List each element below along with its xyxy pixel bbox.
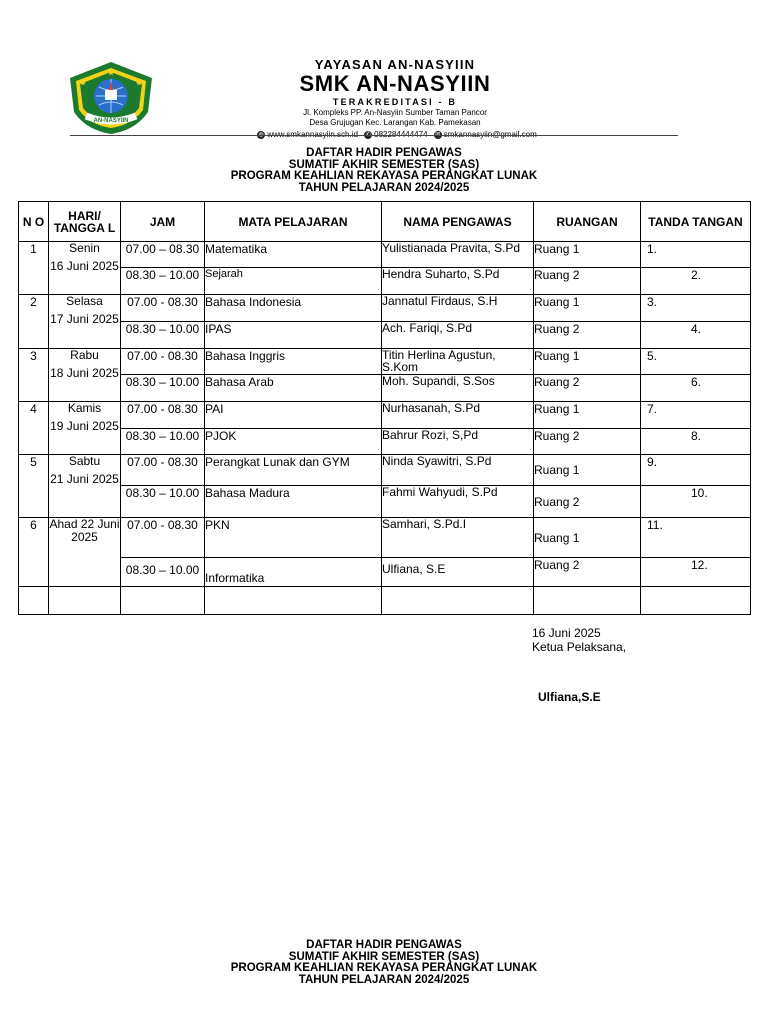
jam-cell: 07.00 - 08.30 xyxy=(121,518,205,558)
empty-cell xyxy=(19,587,49,615)
title-line-2: SUMATIF AKHIR SEMESTER (SAS) xyxy=(288,158,480,171)
table-row xyxy=(19,349,751,375)
day-cell xyxy=(49,402,121,455)
header-pengawas: NAMA PENGAWAS xyxy=(382,202,534,242)
logo-text: AN-NASYIIN xyxy=(93,118,129,124)
ruangan-cell: Ruang 2 xyxy=(534,486,641,518)
ruangan-cell: Ruang 1 xyxy=(534,295,641,322)
mapel-cell: Matematika xyxy=(205,242,382,268)
mapel-cell: PJOK xyxy=(205,429,382,455)
jam-cell: 08.30 – 10.00 xyxy=(121,375,205,402)
signature-cell[interactable]: 12. xyxy=(641,558,751,587)
header-mapel: MATA PELAJARAN xyxy=(205,202,382,242)
signature-cell[interactable]: 11. xyxy=(641,518,751,558)
day-cell: Ahad 22 Juni 2025 xyxy=(49,518,121,587)
table-row xyxy=(19,558,751,587)
row-number: 2 xyxy=(19,295,49,349)
signature-block xyxy=(532,626,626,654)
foundation-name: YAYASAN AN-NASYIIN xyxy=(314,57,476,72)
day-name: Kamis xyxy=(67,401,102,415)
empty-row xyxy=(19,587,751,615)
header-jam: JAM xyxy=(121,202,205,242)
jam-cell: 08.30 – 10.00 xyxy=(121,486,205,518)
address-line-1: Jl. Kompleks PP. An-Nasyiin Sumber Taman Pancor xyxy=(303,108,487,117)
attendance-table xyxy=(18,201,751,615)
signature-cell[interactable]: 5. xyxy=(641,349,751,375)
table-row xyxy=(19,322,751,349)
ruangan-cell: Ruang 2 xyxy=(534,375,641,402)
jam-cell: 08.30 – 10.00 xyxy=(121,558,205,587)
table-row xyxy=(19,486,751,518)
document-title-repeat xyxy=(0,940,768,986)
jam-cell: 08.30 – 10.00 xyxy=(121,268,205,295)
ruangan-cell: Ruang 2 xyxy=(534,322,641,349)
ruangan-cell: Ruang 1 xyxy=(534,402,641,429)
table-row xyxy=(19,455,751,486)
ruangan-cell: Ruang 2 xyxy=(534,558,641,587)
signature-cell[interactable]: 6. xyxy=(641,375,751,402)
title-line-3: PROGRAM KEAHLIAN REKAYASA PERANGKAT LUNAK xyxy=(230,170,538,182)
jam-cell: 07.00 – 08.30 xyxy=(121,242,205,268)
empty-cell xyxy=(534,587,641,615)
row-number: 5 xyxy=(19,455,49,518)
signature-cell[interactable]: 8. xyxy=(641,429,751,455)
signature-cell[interactable]: 1. xyxy=(641,242,751,268)
empty-cell xyxy=(382,587,534,615)
mapel-cell: IPAS xyxy=(205,322,382,349)
header-ruangan: RUANGAN xyxy=(534,202,641,242)
accreditation: TERAKREDITASI - B xyxy=(332,97,458,107)
pengawas-cell: Hendra Suharto, S.Pd xyxy=(382,268,534,295)
signature-cell[interactable]: 2. xyxy=(641,268,751,295)
day-name: Rabu xyxy=(70,348,99,362)
day-date: 16 Juni 2025 xyxy=(50,259,119,273)
table-row xyxy=(19,429,751,455)
jam-cell: 08.30 – 10.00 xyxy=(121,429,205,455)
table-row xyxy=(19,375,751,402)
signature-cell[interactable]: 9. xyxy=(641,455,751,486)
signatory-name: Ulfiana,S.E xyxy=(538,690,601,704)
title-line-4: TAHUN PELAJARAN 2024/2025 xyxy=(298,181,470,194)
jam-cell: 07.00 - 08.30 xyxy=(121,295,205,322)
letterhead-text xyxy=(230,58,560,140)
mapel-cell: Bahasa Madura xyxy=(205,486,382,518)
signature-cell[interactable]: 10. xyxy=(641,486,751,518)
signature-cell[interactable]: 7. xyxy=(641,402,751,429)
mapel-cell: Sejarah xyxy=(205,268,382,295)
empty-cell xyxy=(49,587,121,615)
day-name: Senin xyxy=(69,241,100,255)
row-number: 3 xyxy=(19,349,49,402)
day-date: 21 Juni 2025 xyxy=(50,472,119,486)
header-day: HARI/ TANGGA L xyxy=(49,202,121,242)
mapel-cell: Perangkat Lunak dan GYM xyxy=(205,455,382,486)
day-cell xyxy=(49,349,121,402)
signature-cell[interactable]: 3. xyxy=(641,295,751,322)
pengawas-cell: Jannatul Firdaus, S.H xyxy=(382,295,534,322)
jam-cell: 07.00 - 08.30 xyxy=(121,349,205,375)
ruangan-cell: Ruang 1 xyxy=(534,518,641,558)
address-line-2: Desa Grujugan Kec. Larangan Kab. Pamekasan xyxy=(309,118,481,127)
title-line-3: PROGRAM KEAHLIAN REKAYASA PERANGKAT LUNAK xyxy=(230,962,538,974)
table-row xyxy=(19,518,751,558)
mapel-cell: Bahasa Inggris xyxy=(205,349,382,375)
table-row xyxy=(19,402,751,429)
row-number: 6 xyxy=(19,518,49,587)
ruangan-cell: Ruang 2 xyxy=(534,268,641,295)
title-line-2: SUMATIF AKHIR SEMESTER (SAS) xyxy=(288,950,480,963)
day-date: 19 Juni 2025 xyxy=(50,419,119,433)
school-logo xyxy=(66,60,156,136)
row-number: 1 xyxy=(19,242,49,295)
pengawas-cell: Ach. Fariqi, S.Pd xyxy=(382,322,534,349)
document-title xyxy=(0,148,768,194)
pengawas-cell: Samhari, S.Pd.I xyxy=(382,518,534,558)
mapel-cell: PKN xyxy=(205,518,382,558)
header-no: N O xyxy=(19,202,49,242)
day-date: 17 Juni 2025 xyxy=(50,312,119,326)
ruangan-cell: Ruang 1 xyxy=(534,349,641,375)
mapel-cell: Bahasa Indonesia xyxy=(205,295,382,322)
signature-role: Ketua Pelaksana, xyxy=(532,640,627,654)
ruangan-cell: Ruang 1 xyxy=(534,455,641,486)
day-cell xyxy=(49,455,121,518)
title-line-1: DAFTAR HADIR PENGAWAS xyxy=(306,147,462,159)
title-line-4: TAHUN PELAJARAN 2024/2025 xyxy=(298,973,470,986)
table-row xyxy=(19,268,751,295)
row-number: 4 xyxy=(19,402,49,455)
signature-date: 16 Juni 2025 xyxy=(532,626,601,640)
header-ttd: TANDA TANGAN xyxy=(641,202,751,242)
pengawas-cell: Titin Herlina Agustun, S.Kom xyxy=(382,349,534,375)
mapel-cell: Informatika xyxy=(205,558,382,587)
table-header-row xyxy=(19,202,751,242)
title-line-1: DAFTAR HADIR PENGAWAS xyxy=(306,939,462,951)
school-name: SMK AN-NASYIIN xyxy=(299,71,491,96)
table-row xyxy=(19,242,751,268)
pengawas-cell: Fahmi Wahyudi, S.Pd xyxy=(382,486,534,518)
pengawas-cell: Yulistianada Pravita, S.Pd xyxy=(382,242,534,268)
day-cell xyxy=(49,295,121,349)
ruangan-cell: Ruang 1 xyxy=(534,242,641,268)
jam-cell: 07.00 - 08.30 xyxy=(121,455,205,486)
signature-cell[interactable]: 4. xyxy=(641,322,751,349)
pengawas-cell: Ulfiana, S.E xyxy=(382,558,534,587)
mapel-cell: PAI xyxy=(205,402,382,429)
pengawas-cell: Nurhasanah, S.Pd xyxy=(382,402,534,429)
empty-cell xyxy=(205,587,382,615)
empty-cell xyxy=(121,587,205,615)
pengawas-cell: Moh. Supandi, S.Sos xyxy=(382,375,534,402)
ruangan-cell: Ruang 2 xyxy=(534,429,641,455)
mapel-cell: Bahasa Arab xyxy=(205,375,382,402)
jam-cell: 08.30 – 10.00 xyxy=(121,322,205,349)
empty-cell[interactable] xyxy=(641,587,751,615)
day-date: 18 Juni 2025 xyxy=(50,366,119,380)
day-name: Selasa xyxy=(66,294,103,308)
letterhead-divider xyxy=(70,135,678,136)
letterhead xyxy=(40,58,666,138)
jam-cell: 07.00 - 08.30 xyxy=(121,402,205,429)
day-cell xyxy=(49,242,121,295)
pengawas-cell: Bahrur Rozi, S,Pd xyxy=(382,429,534,455)
table-row xyxy=(19,295,751,322)
pengawas-cell: Ninda Syawitri, S.Pd xyxy=(382,455,534,486)
day-name: Sabtu xyxy=(68,454,101,468)
